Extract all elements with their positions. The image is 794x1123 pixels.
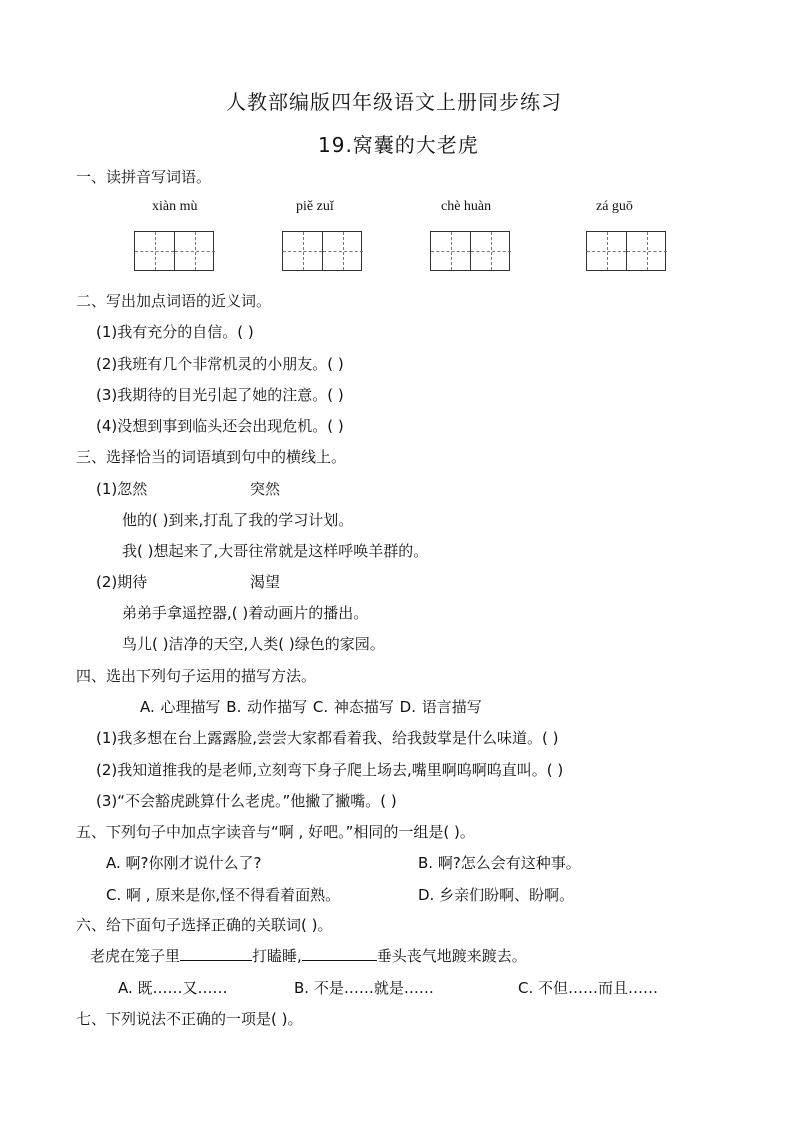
- q3-group1-sentence2: 我( )想起来了,大哥往常就是这样呼唤羊群的。: [122, 542, 429, 560]
- worksheet-title: 人教部编版四年级语文上册同步练习: [226, 90, 562, 114]
- q6-option-a: A. 既……又……: [118, 979, 228, 997]
- q2-heading: 二、写出加点词语的近义词。: [76, 292, 272, 310]
- q5-heading: 五、下列句子中加点字读音与“啊 , 好吧。”相同的一组是( )。: [76, 823, 475, 841]
- q5-option-d: D. 乡亲们盼啊、盼啊。: [418, 886, 575, 904]
- q3-group2-sentence1: 弟弟手拿遥控器,( )着动画片的播出。: [122, 604, 369, 622]
- q6-blank-1[interactable]: [180, 945, 252, 961]
- writing-grid-3[interactable]: [430, 231, 510, 271]
- writing-grid-4[interactable]: [586, 231, 666, 271]
- q3-group2-sentence2: 鸟儿( )洁净的天空,人类( )绿色的家园。: [122, 635, 385, 653]
- pinyin-1: xiàn mù: [152, 199, 198, 214]
- q5-option-a: A. 啊?你刚才说什么了?: [106, 854, 262, 872]
- q2-item-2: (2)我班有几个非常机灵的小朋友。( ): [96, 355, 344, 373]
- q4-item-1: (1)我多想在台上露露脸,尝尝大家都看着我、给我鼓掌是什么味道。( ): [96, 729, 559, 747]
- q2-item-3: (3)我期待的目光引起了她的注意。( ): [96, 386, 344, 404]
- q6-option-b: B. 不是……就是……: [294, 979, 434, 997]
- q7-heading: 七、下列说法不正确的一项是( )。: [76, 1010, 303, 1028]
- q3-heading: 三、选择恰当的词语填到句中的横线上。: [76, 448, 347, 466]
- q3-group1-label: (1)忽然: [96, 480, 148, 498]
- q6-blank-2[interactable]: [302, 945, 377, 961]
- q3-group1-sentence1: 他的( )到来,打乱了我的学习计划。: [122, 511, 354, 529]
- q6-sentence-part1: 老虎在笼子里: [90, 947, 181, 965]
- q4-item-2: (2)我知道推我的是老师,立刻弯下身子爬上场去,嘴里啊呜啊呜直叫。( ): [96, 761, 564, 779]
- q4-item-3: (3)“不会豁虎跳算什么老虎。”他撇了撇嘴。( ): [96, 792, 397, 810]
- q5-option-b: B. 啊?怎么会有这种事。: [418, 854, 581, 872]
- q2-item-4: (4)没想到事到临头还会出现危机。( ): [96, 417, 344, 435]
- q6-option-c: C. 不但……而且……: [518, 979, 659, 997]
- q4-options: A. 心理描写 B. 动作描写 C. 神态描写 D. 语言描写: [140, 698, 482, 716]
- lesson-title: 19.窝囊的大老虎: [318, 133, 479, 157]
- pinyin-2: piě zuǐ: [296, 199, 334, 214]
- pinyin-4: zá guō: [596, 199, 633, 214]
- q3-group2-word2: 渴望: [250, 573, 281, 591]
- q5-option-c: C. 啊 , 原来是你,怪不得看着面熟。: [106, 886, 341, 904]
- q6-sentence: [90, 945, 527, 966]
- q1-heading: 一、读拼音写词语。: [76, 168, 212, 186]
- q3-group2-label: (2)期待: [96, 573, 148, 591]
- writing-grid-1[interactable]: [134, 231, 214, 271]
- q6-sentence-part3: 垂头丧气地踱来踱去。: [376, 947, 527, 965]
- q4-heading: 四、选出下列句子运用的描写方法。: [76, 667, 317, 685]
- q2-item-1: (1)我有充分的自信。( ): [96, 323, 254, 341]
- q3-group1-word2: 突然: [250, 480, 281, 498]
- q6-heading: 六、给下面句子选择正确的关联词( )。: [76, 916, 333, 934]
- q6-sentence-part2: 打瞌睡,: [252, 947, 302, 965]
- pinyin-3: chè huàn: [441, 199, 492, 214]
- writing-grid-2[interactable]: [282, 231, 362, 271]
